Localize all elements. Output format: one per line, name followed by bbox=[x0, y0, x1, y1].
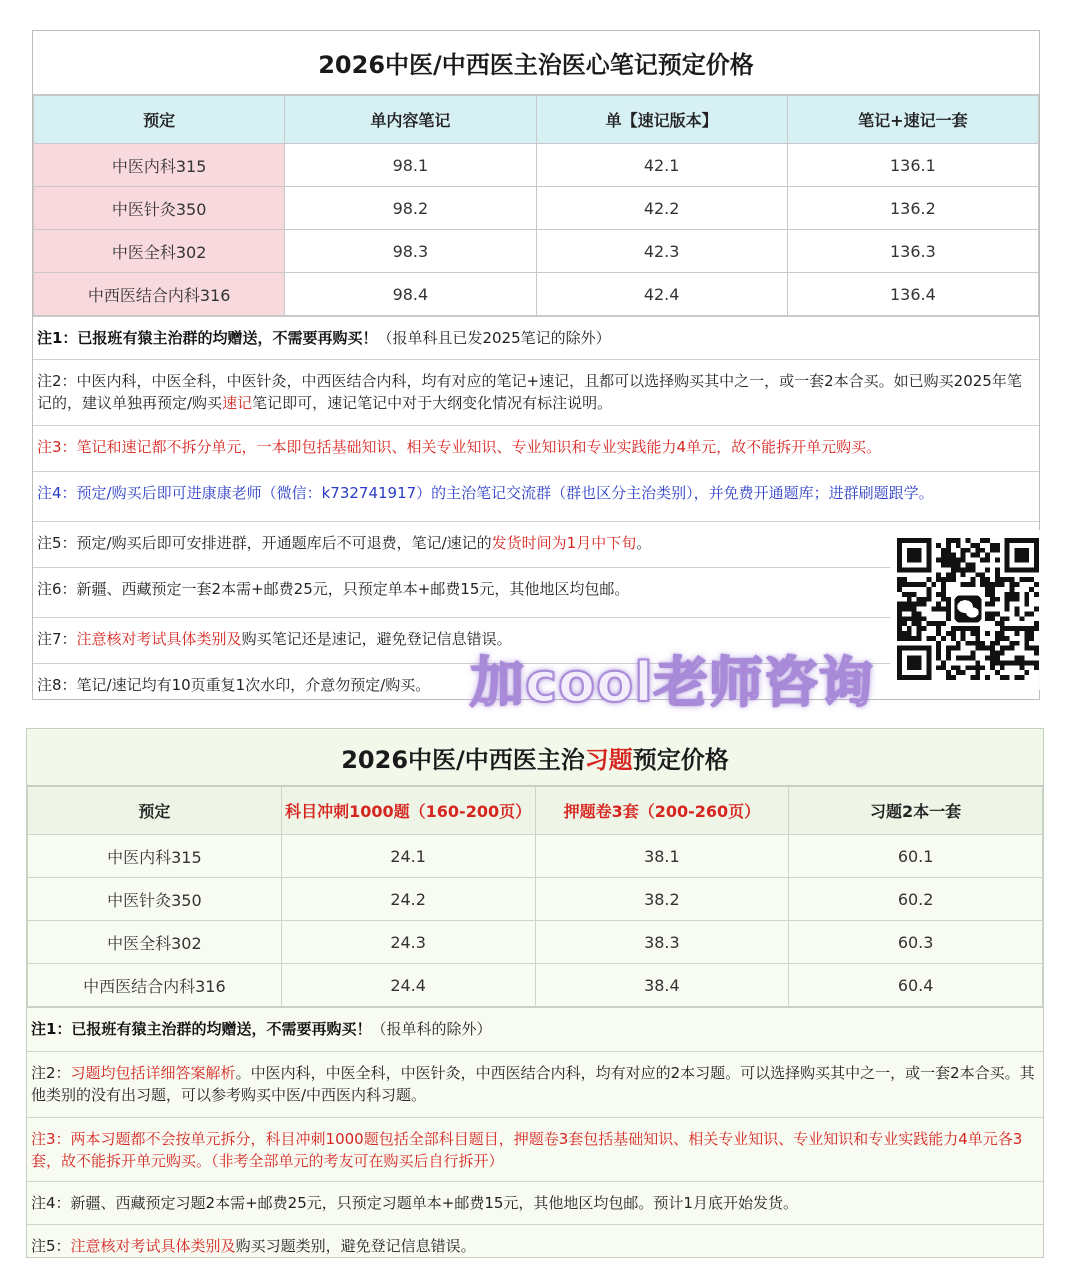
table-row bbox=[34, 187, 1039, 230]
note-4: 注4：预定/购买后即可进康康老师（微信：k732741917）的主治笔记交流群（群也区分主治类别），并免费开通题库；进群刷题跟学。 bbox=[33, 472, 1039, 522]
price-cell: 24.2 bbox=[281, 878, 535, 921]
price-cell: 98.4 bbox=[285, 273, 536, 316]
table-row bbox=[34, 144, 1039, 187]
header-cell: 预定 bbox=[28, 787, 282, 835]
subject-cell: 中医针灸350 bbox=[28, 878, 282, 921]
note-5-text-b: 。 bbox=[636, 534, 652, 552]
table-header-row bbox=[34, 96, 1039, 144]
table-row bbox=[28, 921, 1043, 964]
exercise-note-5-text-b: 购买习题类别，避免登记信息错误。 bbox=[235, 1237, 476, 1255]
exercise-note-5-text-a: 注5： bbox=[31, 1237, 71, 1255]
table-header-row bbox=[28, 787, 1043, 835]
header-cell: 习题2本一套 bbox=[789, 787, 1043, 835]
price-cell: 38.4 bbox=[535, 964, 789, 1007]
price-cell: 38.2 bbox=[535, 878, 789, 921]
subject-cell: 中医全科302 bbox=[28, 921, 282, 964]
note-6: 注6：新疆、西藏预定一套2本需+邮费25元，只预定单本+邮费15元，其他地区均包邮。 bbox=[33, 568, 1039, 618]
subject-cell: 中医全科302 bbox=[34, 230, 285, 273]
table-row bbox=[28, 835, 1043, 878]
note-7-highlight: 注意核对考试具体类别及 bbox=[76, 630, 242, 648]
exercise-price-sheet bbox=[26, 728, 1044, 1258]
note-5-text-a: 注5：预定/购买后即可安排进群，开通题库后不可退费，笔记/速记的 bbox=[37, 534, 492, 552]
exercise-title-text-a: 2026中医/中西医主治 bbox=[341, 745, 585, 774]
note-1 bbox=[33, 317, 1039, 360]
table-row bbox=[28, 964, 1043, 1007]
exercise-note-3: 注3：两本习题都不会按单元拆分，科目冲刺1000题包括全部科目题目，押题卷3套包括基础知识、相关专业知识、专业知识和专业实践能力4单元各3套，故不能拆开单元购买。（非考全部单元的考友可在购买后自行拆开） bbox=[27, 1118, 1043, 1182]
exercise-note-5 bbox=[27, 1225, 1043, 1265]
exercise-note-2-text-b: 。中医内科，中医全科，中医针灸，中西医结合内科，均有对应的2本习题。可以选择购买其中之一，或一套2本合买。其他类别的没有出习题，可以参考购买中医/中西医内科习题。 bbox=[31, 1064, 1035, 1104]
price-cell: 136.3 bbox=[787, 230, 1038, 273]
note-2 bbox=[33, 360, 1039, 426]
exercise-note-1 bbox=[27, 1008, 1043, 1052]
price-cell: 60.1 bbox=[789, 835, 1043, 878]
exercise-note-2-highlight: 习题均包括详细答案解析 bbox=[70, 1064, 236, 1082]
price-cell: 136.2 bbox=[787, 187, 1038, 230]
header-cell: 预定 bbox=[34, 96, 285, 144]
note-3: 注3：笔记和速记都不拆分单元，一本即包括基础知识、相关专业知识、专业知识和专业实践能力4单元，故不能拆开单元购买。 bbox=[33, 426, 1039, 472]
header-cell: 单内容笔记 bbox=[285, 96, 536, 144]
header-cell: 押题卷3套（200-260页） bbox=[535, 787, 789, 835]
price-cell: 38.3 bbox=[535, 921, 789, 964]
exercise-price-table bbox=[27, 786, 1043, 1007]
price-cell: 60.2 bbox=[789, 878, 1043, 921]
note-1-bold: 注1：已报班有猿主治群的均赠送，不需要再购买！ bbox=[37, 329, 378, 347]
price-cell: 42.1 bbox=[536, 144, 787, 187]
price-cell: 136.4 bbox=[787, 273, 1038, 316]
header-cell: 单【速记版本】 bbox=[536, 96, 787, 144]
notes-table-title: 2026中医/中西医主治医心笔记预定价格 bbox=[33, 31, 1039, 95]
note-2-text-b: 笔记即可，速记笔记中对于大纲变化情况有标注说明。 bbox=[252, 394, 613, 412]
note-5 bbox=[33, 522, 1039, 568]
subject-cell: 中医内科315 bbox=[34, 144, 285, 187]
price-cell: 24.3 bbox=[281, 921, 535, 964]
price-cell: 24.1 bbox=[281, 835, 535, 878]
price-cell: 98.1 bbox=[285, 144, 536, 187]
price-cell: 24.4 bbox=[281, 964, 535, 1007]
price-cell: 38.1 bbox=[535, 835, 789, 878]
subject-cell: 中西医结合内科316 bbox=[34, 273, 285, 316]
note-7-text-b: 购买笔记还是速记，避免登记信息错误。 bbox=[241, 630, 512, 648]
price-cell: 60.3 bbox=[789, 921, 1043, 964]
exercise-note-4: 注4：新疆、西藏预定习题2本需+邮费25元，只预定习题单本+邮费15元，其他地区均包邮。预计1月底开始发货。 bbox=[27, 1182, 1043, 1225]
exercise-note-2-text-a: 注2： bbox=[31, 1064, 71, 1082]
exercise-table-title bbox=[27, 729, 1043, 786]
table-row bbox=[34, 230, 1039, 273]
exercise-notes-list bbox=[27, 1007, 1043, 1265]
note-2-text-a: 注2：中医内科，中医全科，中医针灸，中西医结合内科，均有对应的笔记+速记，且都可以选择购买其中之一，或一套2本合买。如已购买2025年笔记的，建议单独再预定/购买 bbox=[37, 372, 1022, 412]
price-cell: 60.4 bbox=[789, 964, 1043, 1007]
exercise-note-1-bold: 注1：已报班有猿主治群的均赠送，不需要再购买！ bbox=[31, 1020, 372, 1038]
note-7-text-a: 注7： bbox=[37, 630, 77, 648]
price-cell: 98.3 bbox=[285, 230, 536, 273]
price-cell: 42.2 bbox=[536, 187, 787, 230]
header-cell: 科目冲刺1000题（160-200页） bbox=[281, 787, 535, 835]
note-2-highlight: 速记 bbox=[222, 394, 253, 412]
table-row bbox=[34, 273, 1039, 316]
note-1-rest: （报单科且已发2025笔记的除外） bbox=[377, 329, 611, 347]
subject-cell: 中医针灸350 bbox=[34, 187, 285, 230]
table-row bbox=[28, 878, 1043, 921]
exercise-note-1-rest: （报单科的除外） bbox=[371, 1020, 492, 1038]
header-cell: 笔记+速记一套 bbox=[787, 96, 1038, 144]
exercise-note-5-highlight: 注意核对考试具体类别及 bbox=[70, 1237, 236, 1255]
price-cell: 42.4 bbox=[536, 273, 787, 316]
notes-price-sheet bbox=[32, 30, 1040, 700]
subject-cell: 中西医结合内科316 bbox=[28, 964, 282, 1007]
subject-cell: 中医内科315 bbox=[28, 835, 282, 878]
note-8: 注8：笔记/速记均有10页重复1次水印，介意勿预定/购买。 bbox=[37, 676, 431, 694]
notes-price-table bbox=[33, 95, 1039, 316]
exercise-title-text-b: 预定价格 bbox=[632, 745, 729, 774]
watermark-text: 加cool老师咨询 bbox=[470, 651, 874, 714]
price-cell: 136.1 bbox=[787, 144, 1038, 187]
price-cell: 98.2 bbox=[285, 187, 536, 230]
exercise-note-2 bbox=[27, 1052, 1043, 1118]
wechat-qr-code-icon[interactable] bbox=[897, 538, 1039, 680]
exercise-title-highlight: 习题 bbox=[584, 745, 633, 774]
note-5-highlight: 发货时间为1月中下旬 bbox=[491, 534, 637, 552]
price-cell: 42.3 bbox=[536, 230, 787, 273]
